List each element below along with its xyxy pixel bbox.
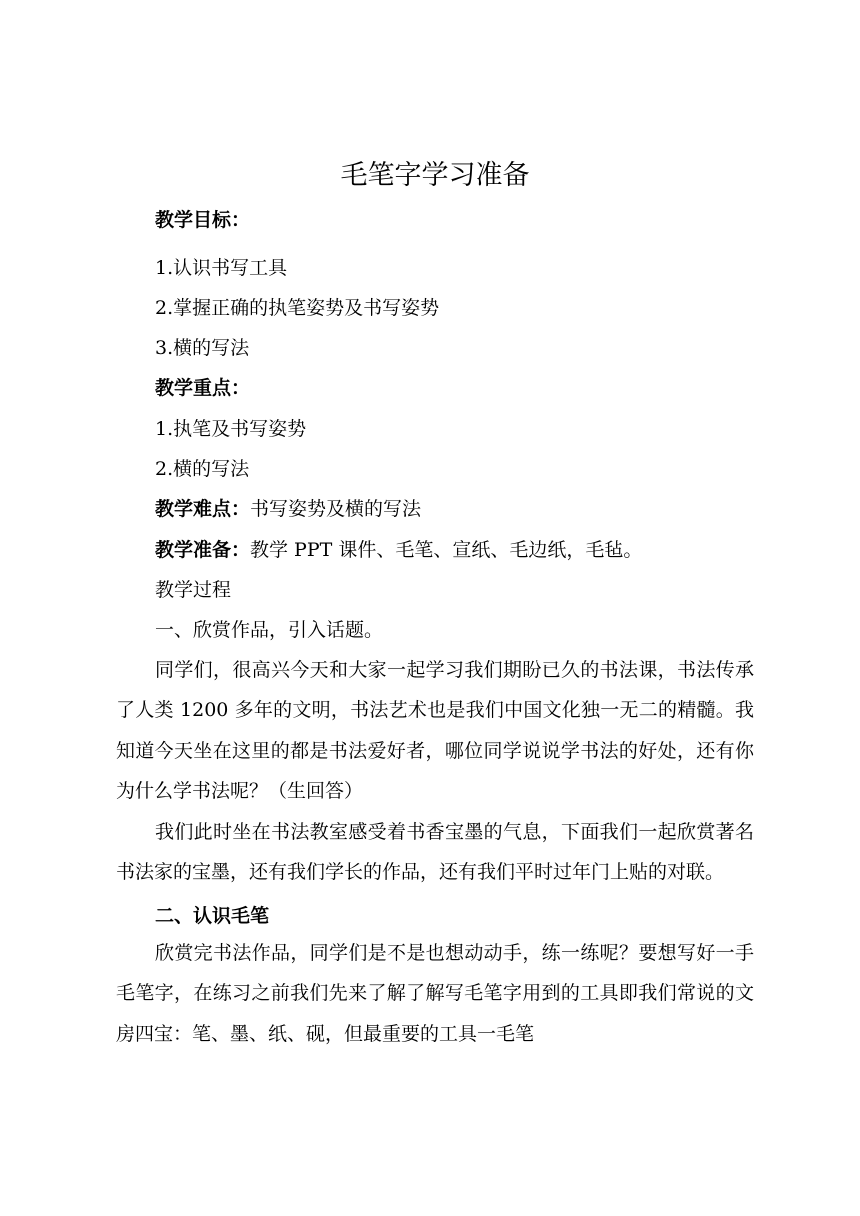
preparation-text: 教学 PPT 课件、毛笔、宣纸、毛边纸，毛毡。 bbox=[250, 539, 643, 561]
key-point-item: 1.执笔及书写姿势 bbox=[155, 418, 307, 440]
difficulties-text: 书写姿势及横的写法 bbox=[250, 498, 422, 520]
difficulties-line bbox=[155, 496, 421, 522]
key-point-item: 2.横的写法 bbox=[155, 458, 250, 480]
goal-item: 3.横的写法 bbox=[155, 337, 250, 359]
preparation-line bbox=[155, 537, 642, 563]
process-heading: 教学过程 bbox=[155, 579, 232, 601]
difficulties-label: 教学难点： bbox=[155, 498, 251, 520]
preparation-label: 教学准备： bbox=[155, 539, 251, 561]
key-points-heading: 教学重点： bbox=[155, 377, 251, 399]
section-2-heading: 二、认识毛笔 bbox=[155, 905, 270, 927]
section-1-paragraph: 同学们，很高兴今天和大家一起学习我们期盼已久的书法课，书法传承了人类 1200 多年的文明，书法艺术也是我们中国文化独一无二的精髓。我知道今天坐在这里的都是书法爱好者，哪位同学说说学书法的好处，还有你为什么学书法呢？（生回答） bbox=[116, 659, 754, 802]
document-title: 毛笔字学习准备 bbox=[340, 160, 530, 191]
goal-item: 2.掌握正确的执笔姿势及书写姿势 bbox=[155, 297, 440, 319]
section-2-paragraph: 欣赏完书法作品，同学们是不是也想动动手，练一练呢？要想写好一手毛笔字，在练习之前我们先来了解了解写毛笔字用到的工具即我们常说的文房四宝：笔、墨、纸、砚，但最重要的工具一毛笔 bbox=[116, 942, 754, 1045]
goal-item: 1.认识书写工具 bbox=[155, 257, 288, 279]
goals-heading: 教学目标： bbox=[155, 209, 251, 231]
section-1-heading: 一、欣赏作品，引入话题。 bbox=[155, 619, 384, 641]
section-1-paragraph: 我们此时坐在书法教室感受着书香宝墨的气息，下面我们一起欣赏著名书法家的宝墨，还有我们学长的作品，还有我们平时过年门上贴的对联。 bbox=[116, 821, 754, 884]
